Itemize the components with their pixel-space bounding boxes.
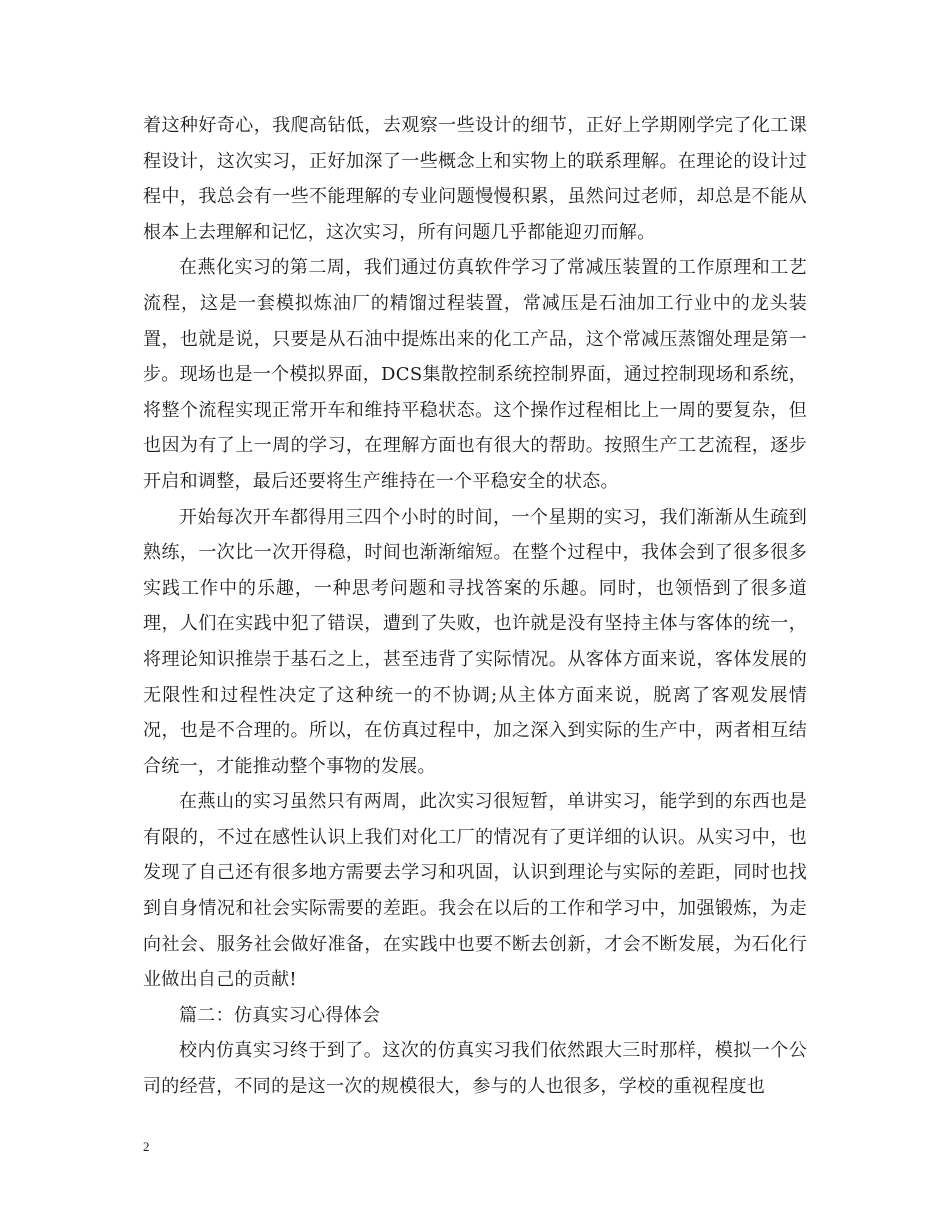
paragraph-startup-experience: 开始每次开车都得用三四个小时的时间，一个星期的实习，我们渐渐从生疏到熟练，一次比一次开得稳，时间也渐渐缩短。在整个过程中，我体会到了很多很多实践工作中的乐趣，一种思考问题和寻找答案的乐趣。同时，也领悟到了很多道理，人们在实践中犯了错误，遭到了失败，也许就是没有坚持主体与客体的统一，将理论知识推崇于基石之上，甚至违背了实际情况。从客体方面来说，客体发展的无限性和过程性决定了这种统一的不协调;从主体方面来说，脱离了客观发展情况，也是不合理的。所以，在仿真过程中，加之深入到实际的生产中，两者相互结合统一，才能推动整个事物的发展。 bbox=[143, 506, 807, 777]
paragraph-campus-simulation: 校内仿真实习终于到了。这次的仿真实习我们依然跟大三时那样，模拟一个公司的经营，不同的是这一次的规模很大，参与的人也很多，学校的重视程度也 bbox=[143, 1040, 807, 1098]
paragraph-second-week: 在燕化实习的第二周，我们通过仿真软件学习了常减压装置的工作原理和工艺流程，这是一套模拟炼油厂的精馏过程装置，常减压是石油加工行业中的龙头装置，也就是说，只要是从石油中提炼出来的化工产品，这个常减压蒸馏处理是第一步。现场也是一个模拟界面，DCS集散控制系统控制界面，通过控制现场和系统，将整个流程实现正常开车和维持平稳状态。这个操作过程相比上一周的要复杂，但也因为有了上一周的学习，在理解方面也有很大的帮助。按照生产工艺流程，逐步开启和调整，最后还要将生产维持在一个平稳安全的状态。 bbox=[143, 257, 807, 492]
section-heading: 篇二：仿真实习心得体会 bbox=[179, 1004, 381, 1026]
page-number: 2 bbox=[143, 1139, 150, 1154]
paragraph-yanshan-summary: 在燕山的实习虽然只有两周，此次实习很短暂，单讲实习，能学到的东西也是有限的，不过在感性认识上我们对化工厂的情况有了更详细的认识。从实习中，也发现了自己还有很多地方需要去学习和巩固，认识到理论与实际的差距，同时也找到自身情况和社会实际需要的差距。我会在以后的工作和学习中，加强锻炼，为走向社会、服务社会做好准备，在实践中也要不断去创新，才会不断发展，为石化行业做出自己的贡献! bbox=[143, 791, 807, 991]
paragraph-continuation: 着这种好奇心，我爬高钻低，去观察一些设计的细节，正好上学期刚学完了化工课程设计，这次实习，正好加深了一些概念上和实物上的联系理解。在理论的设计过程中，我总会有一些不能理解的专业问题慢慢积累，虽然问过老师，却总是不能从根本上去理解和记忆，这次实习，所有问题几乎都能迎刃而解。 bbox=[143, 115, 807, 243]
body-text bbox=[143, 108, 807, 1105]
